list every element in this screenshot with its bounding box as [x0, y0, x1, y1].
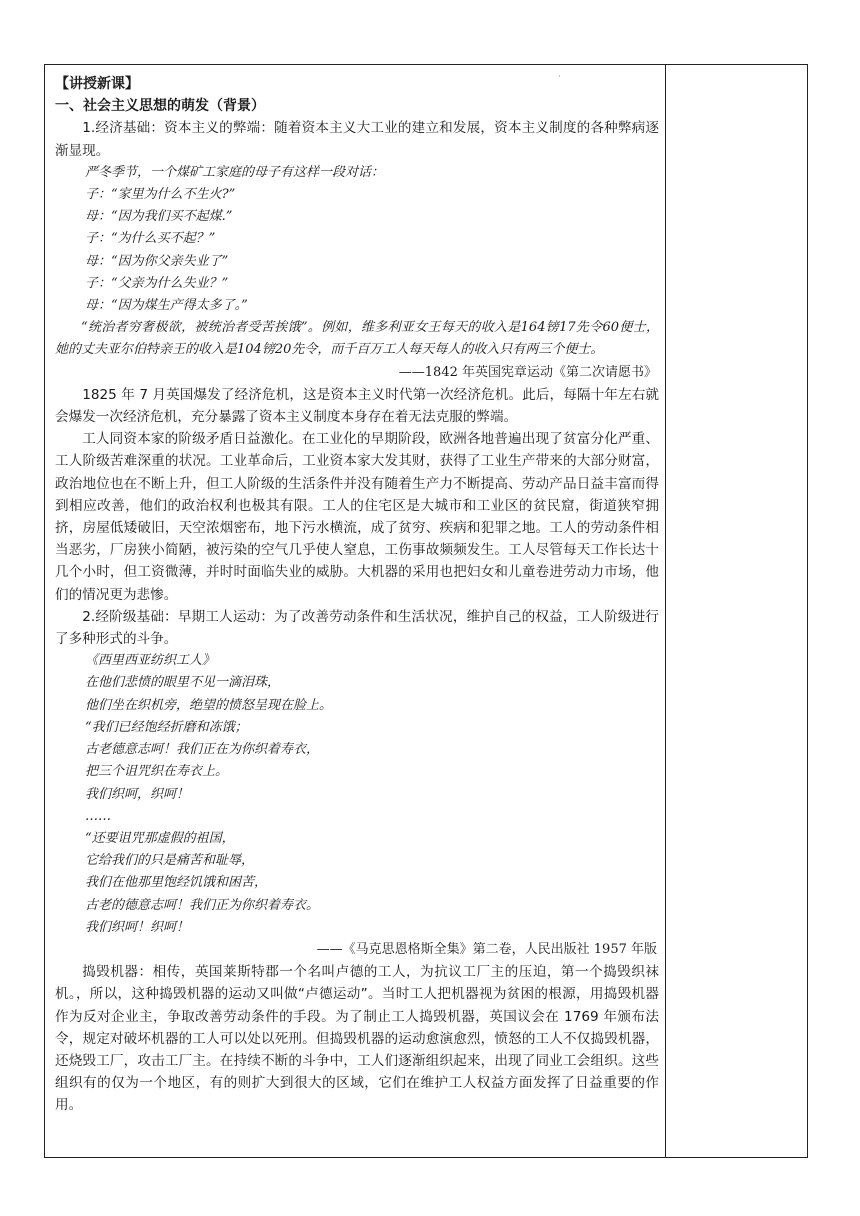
- luddite-paragraph: 捣毁机器：相传，英国莱斯特郡一个名叫卢德的工人，为抗议工厂主的压迫，第一个捣毁织袜机。，所以，这种捣毁机器的运动又叫做“卢德运动”。当时工人把机器视为贫困的根源，用捣毁机器作为反对企业主，争取改善劳动条件的手段。为了制止工人捣毁机器，英国议会在 1769 年颁布法令，规定对破坏机器的工人可以处以死刑。但捣毁机器的运动愈演愈烈，愤怒的工人不仅捣毁机器，还烧毁工厂，攻击工厂主。在持续不断的斗争中，工人们逐渐组织起来，出现了同业工会组织。这些组织有的仅为一个地区，有的则扩大到很大的区域，它们在维护工人权益方面发挥了日益重要的作用。: [55, 964, 659, 1114]
- point-2: 2.经阶级基础：早期工人运动：为了改善劳动条件和生活状况，维护自己的权益，工人阶级进行了多种形式的斗争。: [55, 608, 659, 648]
- poem-line: 古老德意志呵！我们正在为你织着寿衣，: [85, 742, 320, 758]
- poem-line: 古老的德意志呵！我们正为你织着寿衣。: [85, 897, 320, 913]
- poem-source: ——《马克思恩格斯全集》第二卷，人民出版社 1957 年版: [316, 941, 657, 957]
- crisis-paragraph: 1825 年 7 月英国爆发了经济危机，这是资本主义时代第一次经济危机。此后，每隔十年左右就会爆发一次经济危机，充分暴露了资本主义制度本身存在着无法克服的弊端。: [55, 386, 659, 426]
- dialogue-line: 母：“因为我们买不起煤.”: [85, 209, 233, 225]
- dialogue-intro: 严冬季节，一个煤矿工家庭的母子有这样一段对话：: [85, 164, 385, 180]
- poem-line: 他们坐在织机旁，绝望的愤怒呈现在脸上。: [85, 697, 333, 713]
- dialogue-line: 子：“家里为什么不生火?”: [85, 187, 236, 203]
- lesson-content: [55, 73, 659, 1117]
- poem-title: 《西里西亚纺织工人》: [85, 653, 216, 669]
- section-header: 【讲授新课】: [55, 76, 139, 92]
- point-1: 1.经济基础：资本主义的弊端：随着资本主义大工业的建立和发展，资本主义制度的各种弊病逐渐显现。: [55, 120, 659, 159]
- poem-line: ……: [85, 808, 111, 824]
- poem-line: “还要诅咒那虚假的祖国，: [85, 830, 235, 846]
- stray-dot: ·: [558, 72, 561, 81]
- dialogue-line: 子：“为什么买不起？”: [85, 231, 216, 247]
- class-conflict-paragraph: 工人同资本家的阶级矛盾日益激化。在工业化的早期阶段，欧洲各地普遍出现了贫富分化严重、工人阶级苦难深重的状况。工业革命后，工业资本家大发其财，获得了工业生产带来的大部分财富，政治地位也在不断上升，但工人阶级的生活条件并没有随着生产力不断提高、劳动产品日益丰富而得到相应改善，他们的政治权利也极其有限。工人的住宅区是大城市和工业区的贫民窟，街道狭窄拥挤，房屋低矮破旧，天空浓烟密布，地下污水横流，成了贫穷、疾病和犯罪之地。工人的劳动条件相当恶劣，厂房狭小简陋，被污染的空气几乎使人窒息，工伤事故频频发生。工人尽管每天工作长达十几个小时，但工资微薄，并时时面临失业的威胁。大机器的采用也把妇女和儿童卷进劳动力市场，他们的情况更为悲惨。: [55, 431, 659, 603]
- poem-line: 把三个诅咒织在寿衣上。: [85, 764, 229, 780]
- section-1-title: 一、社会主义思想的萌发（背景）: [55, 98, 265, 115]
- lesson-table: [44, 64, 808, 1158]
- dialogue-line: 子：“父亲为什么失业？”: [85, 275, 229, 291]
- dialogue-line: 母：“因为煤生产得太多了。”: [85, 298, 248, 314]
- poem-line: 在他们悲愤的眼里不见一滴泪珠，: [85, 675, 281, 691]
- dialogue-line: 母：“因为你父亲失业了”: [85, 253, 229, 269]
- poem-line: “我们已经饱经折磨和冻饿；: [85, 719, 248, 735]
- petition-source: ——1842 年英国宪章运动《第二次请愿书》: [398, 364, 657, 380]
- petition-quote: “统治者穷奢极欲，被统治者受苦挨饿”。例如，维多利亚女王每天的收入是164镑17先令60便士，她的丈夫亚尔伯特亲王的收入是104镑20先令，而千百万工人每天每人的收入只有两三个便士。: [55, 320, 659, 358]
- poem-line: 我们在他那里饱经饥饿和困苦，: [85, 875, 268, 891]
- poem-line: 我们织呵，织呵！: [85, 786, 190, 802]
- poem-line: 我们织呵！织呵！: [85, 919, 190, 935]
- poem-line: 它给我们的只是痛苦和耻辱，: [85, 853, 255, 869]
- column-divider: [665, 65, 666, 1157]
